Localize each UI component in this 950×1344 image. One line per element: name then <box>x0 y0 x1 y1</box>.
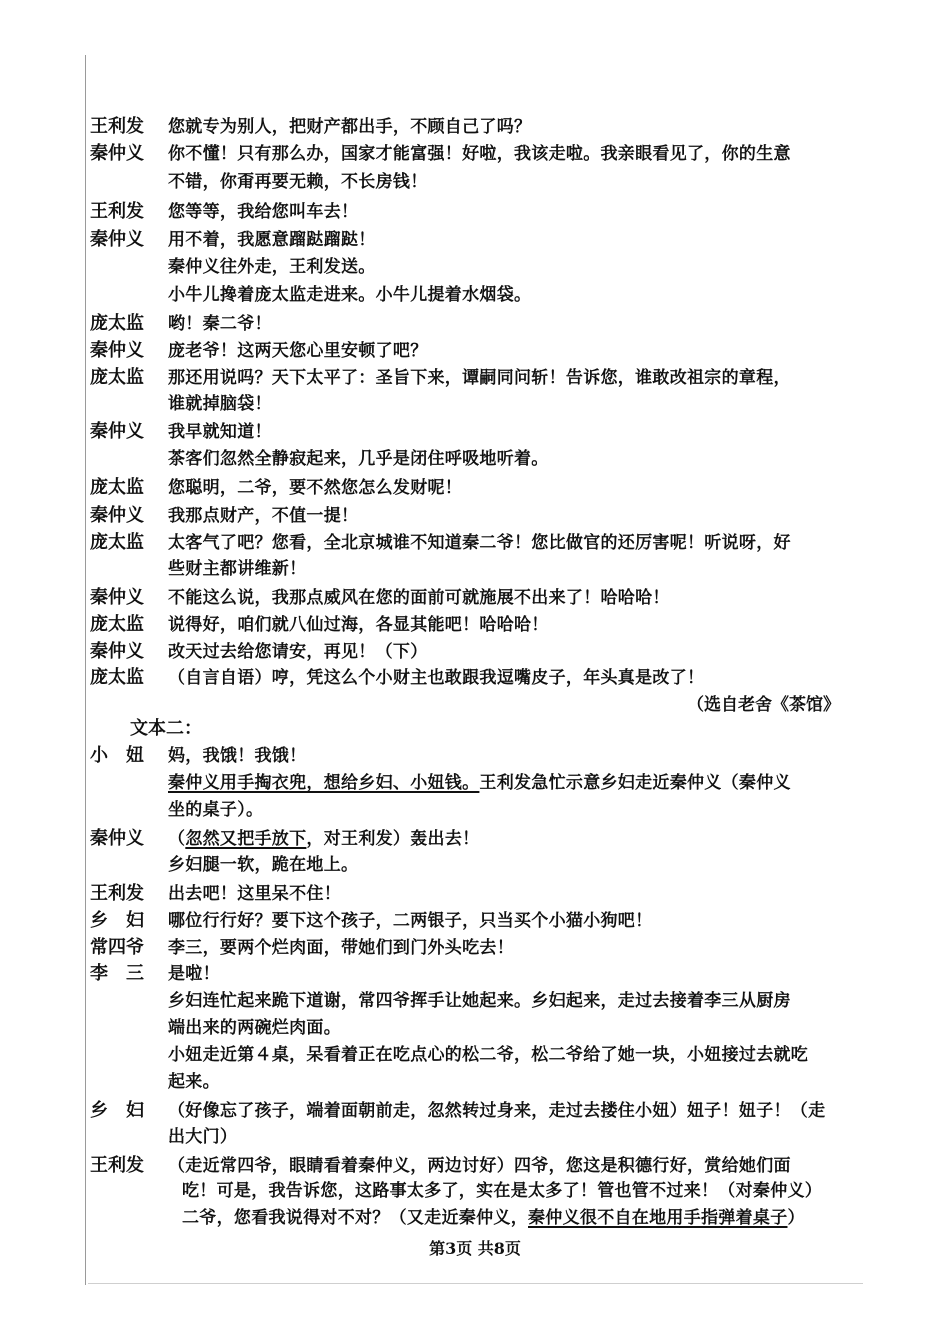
line-text: 您等等，我给您叫车去！ <box>168 202 359 222</box>
speaker: 秦仲义 <box>90 641 144 662</box>
continuation-line <box>168 1069 220 1096</box>
speaker: 王利发 <box>90 201 144 222</box>
line-text: 秦仲义往外走，王利发送。 <box>168 257 376 277</box>
line-text: 乡妇连忙起来跪下道谢，常四爷挥手让她起来。乡妇起来，走过去接着李三从厨房 <box>168 991 791 1011</box>
line-text: 些财主都讲维新！ <box>168 559 307 579</box>
stage-direction <box>168 852 358 879</box>
dialogue-line <box>90 742 306 769</box>
line-text: 吃！可是，我告诉您，这路事太多了，实在是太多了！管也管不过来！（对秦仲义） <box>182 1181 823 1201</box>
page-number-footer: 第3页 共8页 <box>429 1239 521 1258</box>
line-text: 哪位行行好？要下这个孩子，二两银子，只当买个小猫小狗吧！ <box>168 911 653 931</box>
dialogue-line <box>90 934 514 961</box>
line-text: 谁就掉脑袋！ <box>168 394 272 414</box>
line-text: 起来。 <box>168 1072 220 1092</box>
line-text: 庞老爷！这两天您心里安顿了吧？ <box>168 341 428 361</box>
speaker: 庞太监 <box>90 614 144 635</box>
continuation-line <box>168 391 272 418</box>
underlined-text: 秦仲义用手掏衣兜，想给乡妇、小妞钱。 <box>168 773 480 793</box>
line-text: 哟！秦二爷！ <box>168 314 272 334</box>
dialogue-line <box>90 140 791 167</box>
line-text-suffix: ） <box>787 1208 805 1228</box>
line-text: 说得好，咱们就八仙过海，各显其能吧！哈哈哈！ <box>168 615 549 635</box>
line-text: 坐的桌子）。 <box>168 800 264 820</box>
continuation-line <box>168 797 263 824</box>
line-text: 不错，你甭再要无赖，不长房钱！ <box>168 172 428 192</box>
dialogue-line <box>90 418 272 445</box>
continuation-line <box>168 1124 237 1151</box>
line-text: （好像忘了孩子，端着面朝前走，忽然转过身来，走过去搂住小妞）妞子！妞子！（走 <box>168 1101 826 1121</box>
dialogue-line <box>90 825 479 852</box>
speaker: 乡 妇 <box>90 1100 144 1121</box>
dialogue-line <box>90 1152 791 1179</box>
dialogue-line <box>90 880 341 907</box>
dialogue-line <box>90 664 704 691</box>
line-text: 小妞走近第４桌，呆看着正在吃点心的松二爷，松二爷给了她一块，小妞接过去就吃 <box>168 1045 809 1065</box>
line-text: 用不着，我愿意蹓跶蹓跶！ <box>168 230 376 250</box>
line-text: 您聪明，二爷，要不然您怎么发财呢！ <box>168 478 463 498</box>
line-text: 改天过去给您请安，再见！（下） <box>168 642 428 662</box>
speaker: 秦仲义 <box>90 828 144 849</box>
line-text: 端出来的两碗烂肉面。 <box>168 1018 341 1038</box>
dialogue-line <box>90 1097 825 1124</box>
dialogue-line <box>90 337 428 364</box>
dialogue-line <box>90 310 272 337</box>
line-text: 太客气了吧？您看，全北京城谁不知道秦二爷！您比做官的还厉害呢！听说呀，好 <box>168 533 791 553</box>
line-text: 乡妇腿一软，跪在地上。 <box>168 855 359 875</box>
dialogue-line <box>90 529 791 556</box>
speaker: 秦仲义 <box>90 587 144 608</box>
dialogue-line <box>90 364 791 391</box>
left-margin-line <box>85 55 86 1285</box>
continuation-line <box>168 556 306 583</box>
stage-direction <box>168 1042 808 1069</box>
speaker: 王利发 <box>90 116 144 137</box>
dialogue-line <box>90 638 428 665</box>
dialogue-line <box>90 907 652 934</box>
dialogue-line <box>90 226 376 253</box>
speaker: 庞太监 <box>90 667 144 688</box>
continuation-line <box>182 1205 805 1232</box>
stage-direction <box>168 988 791 1015</box>
line-text: 出去吧！这里呆不住！ <box>168 884 341 904</box>
underlined-text: 忽然又把手放下 <box>185 829 307 849</box>
section-heading: 文本二： <box>130 718 202 739</box>
speaker: 小 妞 <box>90 745 144 766</box>
continuation-line <box>182 1178 822 1205</box>
speaker: 庞太监 <box>90 532 144 553</box>
dialogue-line <box>90 611 549 638</box>
speaker: 秦仲义 <box>90 143 144 164</box>
line-text: 是啦！ <box>168 964 220 984</box>
stage-direction <box>168 446 549 473</box>
line-text: （自言自语）哼，凭这么个小财主也敢跟我逗嘴皮子，年头真是改了！ <box>168 668 705 688</box>
bottom-rule <box>88 1283 863 1284</box>
speaker: 秦仲义 <box>90 340 144 361</box>
source-citation: （选自老舍《茶馆》 <box>687 695 840 715</box>
dialogue-line <box>90 584 670 611</box>
line-text: 王利发急忙示意乡妇走近秦仲义（秦仲义 <box>479 773 791 793</box>
line-text-prefix: （ <box>168 829 186 849</box>
line-text: 出大门） <box>168 1127 238 1147</box>
speaker: 秦仲义 <box>90 229 144 250</box>
speaker: 王利发 <box>90 883 144 904</box>
line-text: 不能这么说，我那点威风在您的面前可就施展不出来了！哈哈哈！ <box>168 588 670 608</box>
line-text: （走近常四爷，眼睛看着秦仲义，两边讨好）四爷，您这是积德行好，赏给她们面 <box>168 1156 791 1176</box>
dialogue-line <box>90 474 462 501</box>
speaker: 庞太监 <box>90 477 144 498</box>
line-text: 您就专为别人，把财产都出手，不顾自己了吗？ <box>168 117 532 137</box>
line-text: 小牛儿搀着庞太监走进来。小牛儿提着水烟袋。 <box>168 285 532 305</box>
line-text: 二爷，您看我说得对不对？（又走近秦仲义， <box>182 1208 528 1228</box>
speaker: 乡 妇 <box>90 910 144 931</box>
stage-direction <box>168 254 376 281</box>
stage-direction <box>168 282 531 309</box>
line-text: 你不懂！只有那么办，国家才能富强！好啦，我该走啦。我亲眼看见了，你的生意 <box>168 144 791 164</box>
dialogue-line <box>90 960 220 987</box>
line-text: 我那点财产，不值一提！ <box>168 506 359 526</box>
line-text: 李三，要两个烂肉面，带她们到门外头吃去！ <box>168 938 514 958</box>
underlined-text: 秦仲义很不自在地用手指弹着桌子 <box>528 1208 788 1228</box>
dialogue-line <box>90 198 358 225</box>
line-text: 妈，我饿！我饿！ <box>168 746 307 766</box>
stage-direction <box>168 770 791 797</box>
line-text: 那还用说吗？天下太平了：圣旨下来，谭嗣同问斩！告诉您，谁敢改祖宗的章程， <box>168 368 791 388</box>
speaker: 王利发 <box>90 1155 144 1176</box>
speaker: 秦仲义 <box>90 421 144 442</box>
continuation-line <box>168 1015 341 1042</box>
continuation-line <box>168 169 428 196</box>
speaker: 庞太监 <box>90 313 144 334</box>
dialogue-line <box>90 502 358 529</box>
line-text: ，对王利发）轰出去！ <box>306 829 480 849</box>
line-text: 茶客们忽然全静寂起来，几乎是闭住呼吸地听着。 <box>168 449 549 469</box>
speaker: 庞太监 <box>90 367 144 388</box>
speaker: 常四爷 <box>90 937 144 958</box>
speaker: 秦仲义 <box>90 505 144 526</box>
line-text: 我早就知道！ <box>168 422 272 442</box>
dialogue-line <box>90 113 531 140</box>
speaker: 李 三 <box>90 963 144 984</box>
